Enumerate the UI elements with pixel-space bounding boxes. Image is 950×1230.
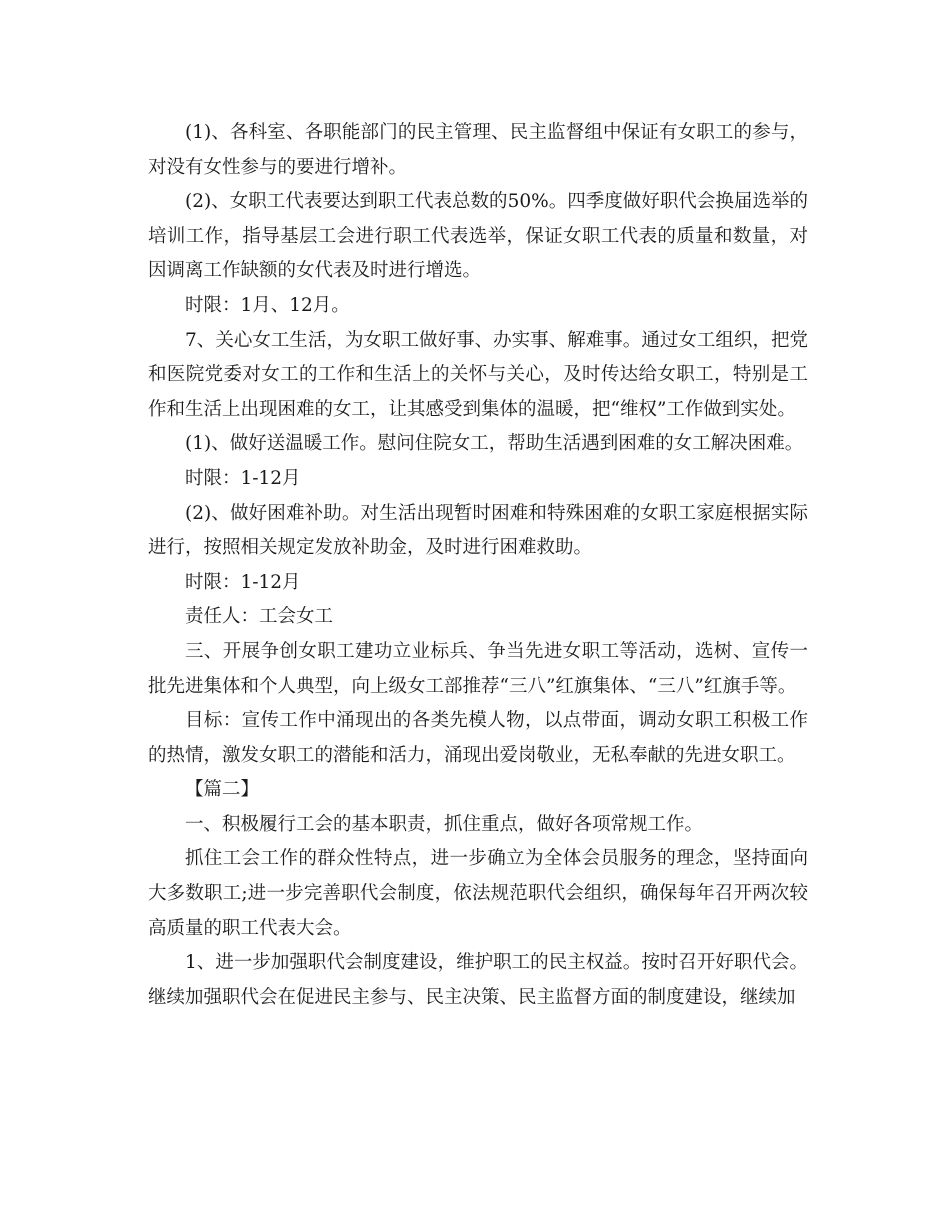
paragraph-10: 三、开展争创女职工建功立业标兵、争当先进女职工等活动，选树、宣传一批先进集体和个人典型，向上级女工部推荐“三八”红旗集体、“三八”红旗手等。 [148,640,808,697]
paragraph-9: 责任人：工会女工 [185,606,334,628]
paragraph-2: (2)、女职工代表要达到职工代表总数的50%。四季度做好职代会换届选举的培训工作，指导基层工会进行职工代表选举，保证女职工代表的质量和数量，对因调离工作缺额的女代表及时进行增选。 [148,191,808,282]
paragraph-1: (1)、各科室、各职能部门的民主管理、民主监督组中保证有女职工的参与，对没有女性参与的要进行增补。 [148,122,808,178]
paragraph-14: 抓住工会工作的群众性特点，进一步确立为全体会员服务的理念，坚持面向大多数职工;进一步完善职代会制度，依法规范职代会组织，确保每年召开两次较高质量的职工代表大会。 [148,848,808,939]
paragraph-7: (2)、做好困难补助。对生活出现暂时困难和特殊困难的女职工家庭根据实际进行，按照相关规定发放补助金，及时进行困难救助。 [148,502,808,559]
paragraph-13: 一、积极履行工会的基本职责，抓住重点，做好各项常规工作。 [185,813,704,835]
paragraph-15: 1、进一步加强职代会制度建设，维护职工的民主权益。按时召开好职代会。继续加强职代会在促进民主参与、民主决策、民主监督方面的制度建设，继续加 [148,952,808,1008]
paragraph-5: (1)、做好送温暖工作。慰问住院女工，帮助生活遇到困难的女工解决困难。 [185,433,804,455]
paragraph-3: 时限：1月、12月。 [185,294,350,316]
paragraph-6: 时限：1-12月 [185,467,301,489]
section-heading: 【篇二】 [185,779,260,801]
paragraph-11: 目标：宣传工作中涌现出的各类先模人物，以点带面，调动女职工积极工作的热情，激发女职工的潜能和活力，涌现出爱岗敬业，无私奉献的先进女职工。 [148,710,808,766]
paragraph-4: 7、关心女工生活，为女职工做好事、办实事、解难事。通过女工组织，把党和医院党委对女工的工作和生活上的关怀与关心，及时传达给女职工，特别是工作和生活上出现困难的女工，让其感受到集体的温暖，把“维权”工作做到实处。 [148,329,808,420]
paragraph-8: 时限：1-12月 [185,571,301,593]
document-body [148,116,808,1015]
